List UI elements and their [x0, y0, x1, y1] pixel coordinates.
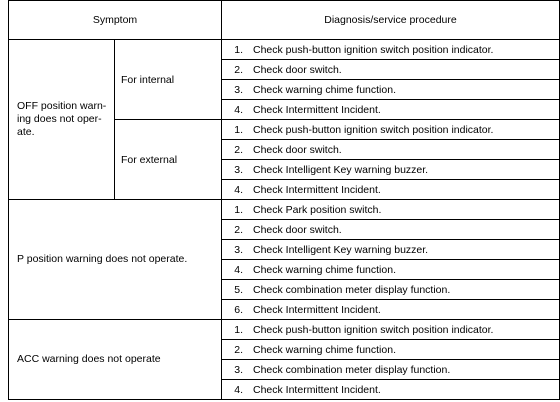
step-text: Check combination meter display function. — [253, 283, 451, 296]
procedure-step — [222, 320, 560, 340]
step-number: 4. — [234, 263, 243, 276]
step-number: 2. — [234, 63, 243, 76]
step-text: Check door switch. — [253, 143, 342, 156]
step-number: 2. — [234, 223, 243, 236]
symptom-header: Symptom — [9, 1, 222, 40]
procedure-step — [222, 100, 560, 120]
step-number: 3. — [234, 83, 243, 96]
procedure-header: Diagnosis/service procedure — [222, 1, 560, 40]
procedure-step — [222, 240, 560, 260]
table-row — [9, 40, 560, 60]
table-row — [9, 200, 560, 220]
step-text: Check warning chime function. — [253, 83, 396, 96]
procedure-step — [222, 140, 560, 160]
procedure-step — [222, 180, 560, 200]
step-number: 6. — [234, 303, 243, 316]
step-number: 4. — [234, 183, 243, 196]
step-text: Check door switch. — [253, 63, 342, 76]
step-number: 2. — [234, 143, 243, 156]
procedure-step — [222, 220, 560, 240]
diagnosis-table — [8, 0, 560, 400]
step-number: 1. — [234, 203, 243, 216]
step-number: 1. — [234, 323, 243, 336]
diagnosis-table-body — [9, 1, 560, 400]
procedure-step — [222, 340, 560, 360]
subgroup-cell: For external — [115, 120, 222, 200]
step-text: Check Intermittent Incident. — [253, 103, 381, 116]
step-text: Check warning chime function. — [253, 343, 396, 356]
step-text: Check Intermittent Incident. — [253, 303, 381, 316]
step-number: 1. — [234, 43, 243, 56]
step-text: Check door switch. — [253, 223, 342, 236]
procedure-step — [222, 280, 560, 300]
header-row — [9, 1, 560, 40]
subgroup-cell: For internal — [115, 40, 222, 120]
procedure-step — [222, 80, 560, 100]
step-text: Check Intermittent Incident. — [253, 383, 381, 396]
step-text: Check push-button ignition switch position indicator. — [253, 323, 494, 336]
step-text: Check warning chime function. — [253, 263, 396, 276]
step-number: 3. — [234, 243, 243, 256]
procedure-step — [222, 200, 560, 220]
step-text: Check push-button ignition switch position indicator. — [253, 123, 494, 136]
step-number: 1. — [234, 123, 243, 136]
procedure-step — [222, 40, 560, 60]
symptom-cell: OFF position warn- ing does not oper- ate. — [9, 40, 115, 200]
procedure-step — [222, 60, 560, 80]
symptom-cell: P position warning does not operate. — [9, 200, 222, 320]
procedure-step — [222, 160, 560, 180]
step-text: Check Park position switch. — [253, 203, 382, 216]
step-number: 3. — [234, 363, 243, 376]
procedure-step — [222, 360, 560, 380]
step-text: Check Intelligent Key warning buzzer. — [253, 163, 429, 176]
step-number: 2. — [234, 343, 243, 356]
step-number: 4. — [234, 103, 243, 116]
procedure-step — [222, 120, 560, 140]
step-number: 5. — [234, 283, 243, 296]
step-number: 4. — [234, 383, 243, 396]
procedure-step — [222, 300, 560, 320]
step-text: Check Intermittent Incident. — [253, 183, 381, 196]
step-text: Check Intelligent Key warning buzzer. — [253, 243, 429, 256]
symptom-cell: ACC warning does not operate — [9, 320, 222, 400]
procedure-step — [222, 260, 560, 280]
procedure-step — [222, 380, 560, 400]
table-row — [9, 320, 560, 340]
step-number: 3. — [234, 163, 243, 176]
step-text: Check push-button ignition switch position indicator. — [253, 43, 494, 56]
step-text: Check combination meter display function. — [253, 363, 451, 376]
